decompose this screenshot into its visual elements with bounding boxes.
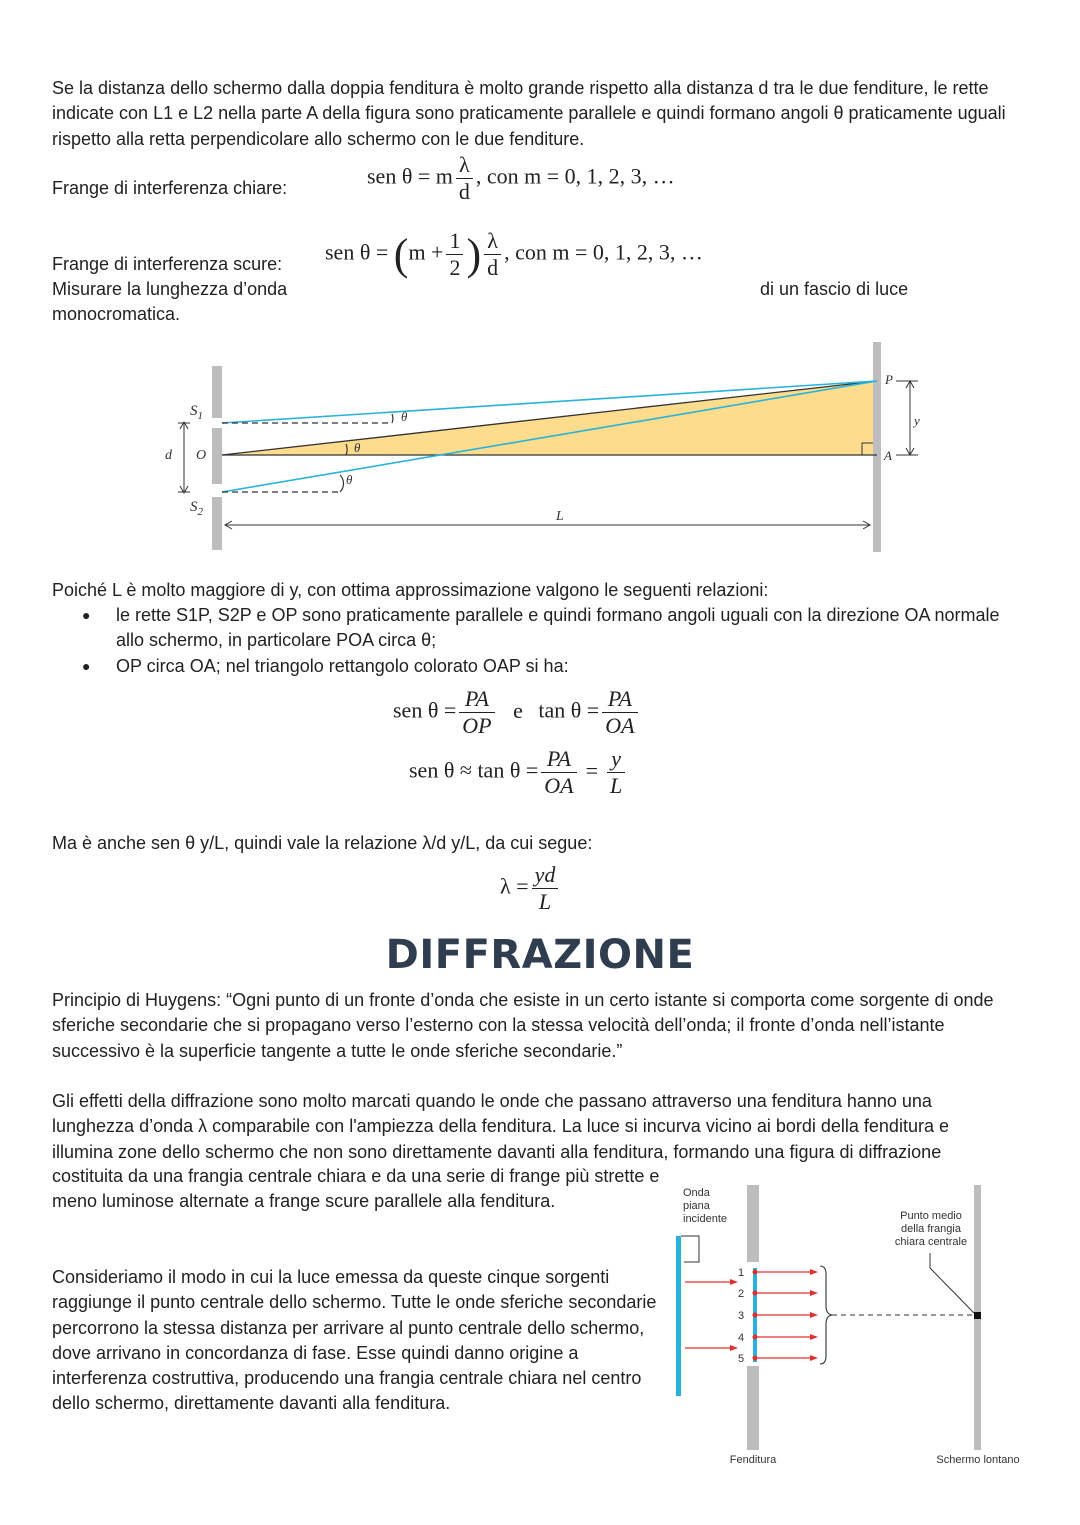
dark-fringes-label: Frange di interferenza scure: — [52, 254, 283, 274]
source-number: 2 — [738, 1288, 745, 1300]
label-o: O — [196, 448, 207, 463]
screen-label: Schermo lontano — [936, 1454, 1020, 1466]
lambda-lhs: λ = — [500, 873, 529, 899]
approx-f2-den: L — [610, 773, 623, 798]
effects-paragraph-cont: costituita da una frangia centrale chiara e da una serie di frange più strette e meno luminose alternate a frange scure parallele alla fenditura. — [52, 1166, 660, 1212]
ray-head — [810, 1334, 818, 1340]
wave-label-2: piana — [683, 1200, 710, 1212]
tan-fraction — [602, 686, 637, 739]
close-paren: ) — [466, 230, 482, 279]
angle-arc-1 — [392, 414, 393, 423]
section-title: DIFFRAZIONE — [385, 932, 695, 978]
slit-barrier-top — [747, 1185, 759, 1262]
dark-eq-lhs: sen θ = — [325, 239, 389, 265]
center-point — [974, 1312, 981, 1319]
huygens-paragraph: Principio di Huygens: “Ogni punto di un fronte d’onda che esiste in un certo istante si comporta come sorgente di onde sferiche secondarie che si propagano verso l’esterno con la stessa velocità dell’onda; il fronte d’onda nell’istante successivo è la superficie tangente a tutte le onde sferiche secondarie.” — [52, 990, 994, 1061]
wave-label-1: Onda — [683, 1187, 710, 1199]
wave-label-3: incidente — [683, 1213, 728, 1225]
bright-eq-den: d — [458, 179, 470, 204]
measure-text-cont: monocromatica. — [52, 304, 181, 324]
midpoint-pointer — [930, 1253, 974, 1313]
list-item: ● le rette S1P, S2P e OP sono praticamente parallele e quindi formano angoli uguali con la direzione OA normale allo schermo, in particolare POA circa θ; — [82, 603, 1002, 654]
source-number: 5 — [738, 1353, 745, 1365]
sen-fraction — [459, 686, 494, 739]
label-s2: $S_2$ — [190, 499, 203, 518]
secondary-sources — [753, 1269, 819, 1361]
half-den: 2 — [449, 255, 461, 280]
approx-equals: = — [585, 757, 599, 783]
label-theta-3: θ — [346, 472, 353, 487]
source-number: 3 — [738, 1310, 745, 1322]
ray-head — [810, 1290, 818, 1296]
barrier-top — [212, 366, 222, 418]
incoming-arrow-head — [730, 1345, 738, 1351]
source-point — [753, 1313, 758, 1318]
sen-den: OP — [462, 713, 492, 738]
bright-eq-fraction — [456, 152, 473, 205]
source-number: 1 — [738, 1267, 745, 1279]
dark-eq-half — [446, 228, 463, 281]
source-number: 4 — [738, 1332, 745, 1344]
barrier-middle — [212, 428, 222, 484]
midpoint-label-1: Punto medio — [900, 1210, 962, 1222]
measure-text-right: di un fascio di luce — [760, 279, 909, 299]
screen — [873, 342, 881, 552]
dark-eq-fraction — [484, 228, 501, 281]
source-point — [753, 1270, 758, 1275]
label-y: y — [914, 413, 920, 428]
sin-tan-equation — [393, 686, 641, 739]
sen-num: PA — [459, 686, 494, 713]
slit-label: Fenditura — [729, 1454, 777, 1466]
tan-den: OA — [605, 713, 635, 738]
approx-fraction-2 — [607, 746, 625, 799]
conj-e: e — [513, 697, 523, 723]
approx-f2-num: y — [607, 746, 625, 773]
lambda-num: yd — [532, 862, 559, 889]
consider-paragraph: Consideriamo il modo in cui la luce emessa da queste cinque sorgenti raggiunge il punto centrale dello schermo. Tutte le onde sferiche secondarie percorrono la stessa distanza per arrivare al punto centrale dello schermo, dove arrivano in concordanza di fase. Esse quindi danno origine a interferenza costruttiva, producendo una frangia centrale chiara nel centro dello schermo, direttamente davanti alla fenditura. — [52, 1267, 657, 1414]
incident-wavefront — [676, 1236, 681, 1396]
wave-pointer-line — [681, 1236, 699, 1262]
brace — [820, 1266, 832, 1364]
dark-fringes-equation — [325, 228, 703, 281]
approx-f1-den: OA — [544, 773, 574, 798]
double-slit-diagram — [0, 335, 1080, 560]
approx-fraction-1 — [541, 746, 576, 799]
label-theta-1: θ — [401, 409, 408, 424]
lambda-den: L — [538, 889, 552, 914]
tan-lhs: tan θ = — [538, 697, 600, 723]
approx-lhs: sen θ ≈ tan θ = — [409, 757, 539, 783]
label-theta-2: θ — [354, 440, 361, 455]
sen-lhs: sen θ = — [393, 697, 457, 723]
source-point — [753, 1291, 758, 1296]
source-point — [753, 1356, 758, 1361]
bullet-list — [82, 603, 1002, 679]
label-s1: $S_1$ — [190, 403, 203, 422]
open-paren: ( — [393, 230, 409, 279]
dark-eq-m-plus: m + — [408, 239, 444, 265]
approx-intro: Poiché L è molto maggiore di y, con ottima approssimazione valgono le seguenti relazioni: — [52, 580, 769, 600]
midpoint-label-2: della frangia — [901, 1223, 961, 1235]
angle-arc-3 — [340, 475, 344, 492]
label-p: P — [885, 372, 893, 387]
midpoint-label-3: chiara centrale — [894, 1236, 968, 1248]
bright-eq-lhs: sen θ = m — [367, 163, 453, 189]
ray-head — [810, 1355, 818, 1361]
label-a: A — [884, 448, 892, 463]
approx-f1-num: PA — [541, 746, 576, 773]
label-l: L — [556, 509, 564, 524]
half-num: 1 — [446, 228, 463, 255]
ray-head — [810, 1269, 818, 1275]
ma-text: Ma è anche sen θ y/L, quindi vale la relazione λ/d y/L, da cui segue: — [52, 833, 593, 853]
effects-paragraph: Gli effetti della diffrazione sono molto marcati quando le onde che passano attraverso una fenditura hanno una lunghezza d’onda λ comparabile con l'ampiezza della fenditura. La luce si incurva vicino ai bordi della fenditura e illumina zone dello schermo che non sono direttamente davanti alla fenditura, formando una figura di diffrazione — [52, 1091, 949, 1162]
dark-eq-den: d — [487, 255, 499, 280]
dark-eq-num: λ — [484, 228, 501, 255]
source-point — [753, 1335, 758, 1340]
bright-fringes-label: Frange di interferenza chiare: — [52, 178, 288, 198]
incoming-arrow-head — [730, 1279, 738, 1285]
slit-barrier-bottom — [747, 1366, 759, 1450]
lambda-equation — [500, 862, 561, 915]
dark-eq-condition: , con m = 0, 1, 2, 3, … — [504, 239, 703, 265]
bright-fringes-equation — [367, 152, 675, 205]
barrier-bottom — [212, 497, 222, 550]
bright-eq-num: λ — [456, 152, 473, 179]
label-d: d — [165, 448, 172, 463]
approx-equation — [409, 746, 628, 799]
bright-eq-condition: , con m = 0, 1, 2, 3, … — [475, 163, 675, 189]
lambda-fraction — [532, 862, 559, 915]
intro-paragraph: Se la distanza dello schermo dalla doppia fenditura è molto grande rispetto alla distanza d tra le due fenditure, le rette indicate con L1 e L2 nella parte A della figura sono praticamente parallele e quindi formano angoli θ praticamente uguali rispetto alla retta perpendicolare allo schermo con le due fenditure. — [52, 78, 1006, 149]
tan-num: PA — [602, 686, 637, 713]
ray-head — [810, 1312, 818, 1318]
list-item: ● OP circa OA; nel triangolo rettangolo colorato OAP si ha: — [82, 654, 1002, 679]
measure-text-left: Misurare la lunghezza d’onda — [52, 279, 288, 299]
single-slit-diagram — [660, 1180, 1040, 1470]
